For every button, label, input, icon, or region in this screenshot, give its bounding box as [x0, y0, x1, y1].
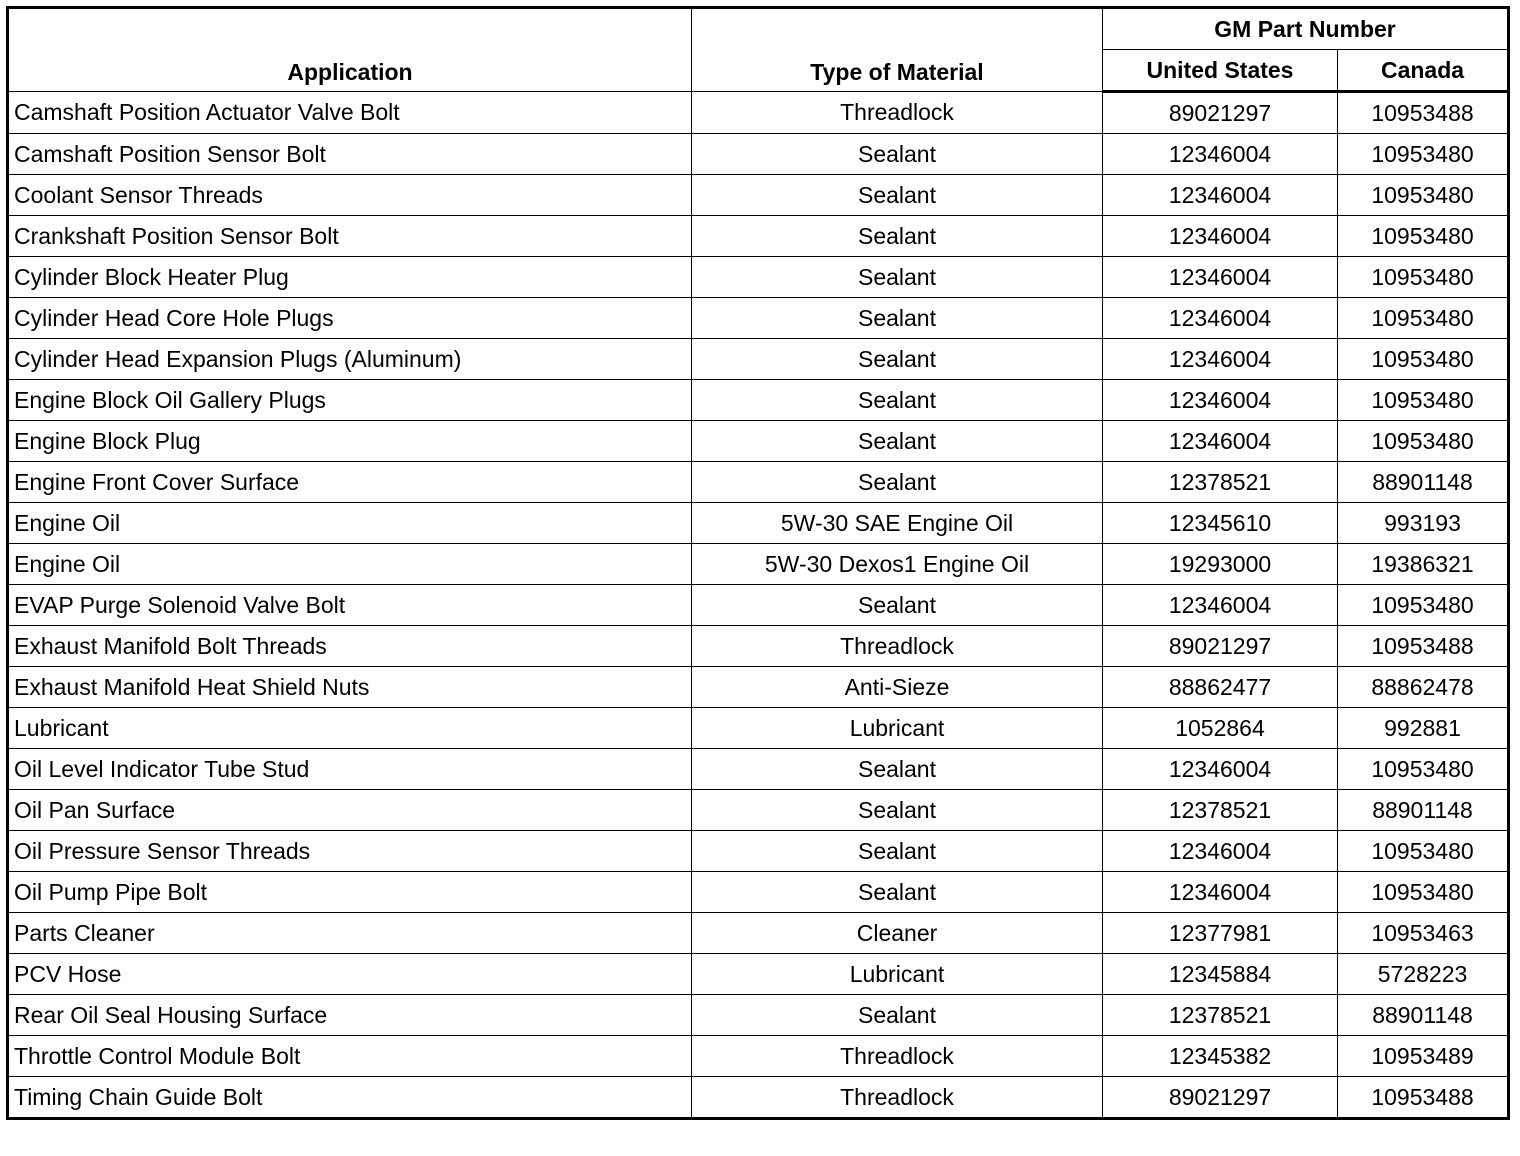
cell-us-part-number: 12378521 [1103, 995, 1338, 1036]
cell-us-part-number: 12346004 [1103, 421, 1338, 462]
cell-application: Exhaust Manifold Heat Shield Nuts [8, 667, 692, 708]
cell-application: Rear Oil Seal Housing Surface [8, 995, 692, 1036]
cell-us-part-number: 89021297 [1103, 92, 1338, 134]
cell-us-part-number: 12346004 [1103, 175, 1338, 216]
cell-application: Lubricant [8, 708, 692, 749]
cell-us-part-number: 12377981 [1103, 913, 1338, 954]
cell-us-part-number: 12346004 [1103, 298, 1338, 339]
cell-us-part-number: 12346004 [1103, 257, 1338, 298]
cell-application: Engine Oil [8, 544, 692, 585]
cell-canada-part-number: 19386321 [1338, 544, 1509, 585]
cell-canada-part-number: 10953480 [1338, 175, 1509, 216]
table-row [8, 667, 1509, 708]
cell-material: Sealant [692, 298, 1103, 339]
table-row [8, 257, 1509, 298]
cell-canada-part-number: 88901148 [1338, 995, 1509, 1036]
cell-canada-part-number: 10953489 [1338, 1036, 1509, 1077]
cell-us-part-number: 12346004 [1103, 216, 1338, 257]
cell-us-part-number: 12345610 [1103, 503, 1338, 544]
cell-material: Sealant [692, 216, 1103, 257]
cell-material: Sealant [692, 421, 1103, 462]
cell-application: Exhaust Manifold Bolt Threads [8, 626, 692, 667]
cell-application: Oil Level Indicator Tube Stud [8, 749, 692, 790]
cell-application: Timing Chain Guide Bolt [8, 1077, 692, 1119]
cell-application: Crankshaft Position Sensor Bolt [8, 216, 692, 257]
cell-us-part-number: 89021297 [1103, 626, 1338, 667]
cell-us-part-number: 12346004 [1103, 831, 1338, 872]
cell-us-part-number: 12346004 [1103, 380, 1338, 421]
cell-canada-part-number: 10953480 [1338, 872, 1509, 913]
header-canada: Canada [1338, 50, 1509, 92]
cell-application: Throttle Control Module Bolt [8, 1036, 692, 1077]
cell-canada-part-number: 88862478 [1338, 667, 1509, 708]
table-row [8, 216, 1509, 257]
cell-canada-part-number: 10953488 [1338, 92, 1509, 134]
cell-application: Engine Block Plug [8, 421, 692, 462]
table-row [8, 175, 1509, 216]
cell-us-part-number: 12345884 [1103, 954, 1338, 995]
cell-canada-part-number: 5728223 [1338, 954, 1509, 995]
cell-material: Sealant [692, 995, 1103, 1036]
table-row [8, 1077, 1509, 1119]
table-row [8, 954, 1509, 995]
cell-application: Coolant Sensor Threads [8, 175, 692, 216]
cell-canada-part-number: 10953480 [1338, 339, 1509, 380]
cell-material: 5W-30 SAE Engine Oil [692, 503, 1103, 544]
cell-canada-part-number: 10953480 [1338, 298, 1509, 339]
cell-us-part-number: 12345382 [1103, 1036, 1338, 1077]
cell-canada-part-number: 10953480 [1338, 421, 1509, 462]
cell-material: Anti-Sieze [692, 667, 1103, 708]
cell-canada-part-number: 88901148 [1338, 462, 1509, 503]
cell-us-part-number: 12346004 [1103, 749, 1338, 790]
cell-canada-part-number: 992881 [1338, 708, 1509, 749]
header-united-states: United States [1103, 50, 1338, 92]
table-row [8, 339, 1509, 380]
cell-canada-part-number: 993193 [1338, 503, 1509, 544]
table-row [8, 1036, 1509, 1077]
cell-canada-part-number: 10953480 [1338, 749, 1509, 790]
cell-material: Sealant [692, 749, 1103, 790]
cell-material: Sealant [692, 790, 1103, 831]
cell-material: Lubricant [692, 708, 1103, 749]
cell-application: Engine Front Cover Surface [8, 462, 692, 503]
header-type-of-material: Type of Material [692, 8, 1103, 92]
cell-canada-part-number: 10953488 [1338, 626, 1509, 667]
cell-material: Threadlock [692, 92, 1103, 134]
table-row [8, 995, 1509, 1036]
cell-us-part-number: 12346004 [1103, 585, 1338, 626]
cell-material: Threadlock [692, 1077, 1103, 1119]
table-row [8, 749, 1509, 790]
table-row [8, 913, 1509, 954]
cell-canada-part-number: 10953480 [1338, 216, 1509, 257]
table-row [8, 831, 1509, 872]
table-row [8, 462, 1509, 503]
cell-material: Threadlock [692, 1036, 1103, 1077]
cell-application: EVAP Purge Solenoid Valve Bolt [8, 585, 692, 626]
cell-canada-part-number: 10953480 [1338, 380, 1509, 421]
cell-us-part-number: 12378521 [1103, 462, 1338, 503]
cell-material: Lubricant [692, 954, 1103, 995]
table-row [8, 92, 1509, 134]
header-row-top [8, 8, 1509, 50]
cell-material: Sealant [692, 380, 1103, 421]
cell-application: Cylinder Head Expansion Plugs (Aluminum) [8, 339, 692, 380]
cell-us-part-number: 12346004 [1103, 872, 1338, 913]
cell-material: Cleaner [692, 913, 1103, 954]
cell-canada-part-number: 10953463 [1338, 913, 1509, 954]
cell-material: Sealant [692, 831, 1103, 872]
parts-table [6, 6, 1510, 1120]
cell-material: Sealant [692, 872, 1103, 913]
table-row [8, 503, 1509, 544]
cell-application: Engine Oil [8, 503, 692, 544]
cell-canada-part-number: 88901148 [1338, 790, 1509, 831]
cell-canada-part-number: 10953480 [1338, 257, 1509, 298]
table-row [8, 298, 1509, 339]
cell-material: Sealant [692, 339, 1103, 380]
table-row [8, 544, 1509, 585]
table-row [8, 708, 1509, 749]
cell-canada-part-number: 10953480 [1338, 585, 1509, 626]
cell-application: Camshaft Position Actuator Valve Bolt [8, 92, 692, 134]
table-row [8, 626, 1509, 667]
cell-canada-part-number: 10953480 [1338, 134, 1509, 175]
cell-material: Sealant [692, 134, 1103, 175]
cell-application: Parts Cleaner [8, 913, 692, 954]
cell-application: Oil Pan Surface [8, 790, 692, 831]
cell-material: Sealant [692, 462, 1103, 503]
table-row [8, 585, 1509, 626]
cell-application: Engine Block Oil Gallery Plugs [8, 380, 692, 421]
cell-us-part-number: 12346004 [1103, 339, 1338, 380]
header-gm-part-number: GM Part Number [1103, 8, 1509, 50]
cell-material: 5W-30 Dexos1 Engine Oil [692, 544, 1103, 585]
cell-us-part-number: 89021297 [1103, 1077, 1338, 1119]
cell-application: Cylinder Block Heater Plug [8, 257, 692, 298]
cell-application: Camshaft Position Sensor Bolt [8, 134, 692, 175]
cell-material: Sealant [692, 257, 1103, 298]
cell-application: Cylinder Head Core Hole Plugs [8, 298, 692, 339]
table-header [8, 8, 1509, 92]
cell-us-part-number: 12346004 [1103, 134, 1338, 175]
table-row [8, 134, 1509, 175]
cell-us-part-number: 88862477 [1103, 667, 1338, 708]
header-application: Application [8, 8, 692, 92]
table-row [8, 380, 1509, 421]
table-body [8, 92, 1509, 1119]
cell-material: Sealant [692, 175, 1103, 216]
cell-canada-part-number: 10953488 [1338, 1077, 1509, 1119]
cell-canada-part-number: 10953480 [1338, 831, 1509, 872]
cell-material: Threadlock [692, 626, 1103, 667]
cell-us-part-number: 19293000 [1103, 544, 1338, 585]
cell-application: Oil Pressure Sensor Threads [8, 831, 692, 872]
table-row [8, 790, 1509, 831]
cell-us-part-number: 1052864 [1103, 708, 1338, 749]
cell-us-part-number: 12378521 [1103, 790, 1338, 831]
cell-application: Oil Pump Pipe Bolt [8, 872, 692, 913]
table-row [8, 421, 1509, 462]
table-row [8, 872, 1509, 913]
cell-material: Sealant [692, 585, 1103, 626]
cell-application: PCV Hose [8, 954, 692, 995]
